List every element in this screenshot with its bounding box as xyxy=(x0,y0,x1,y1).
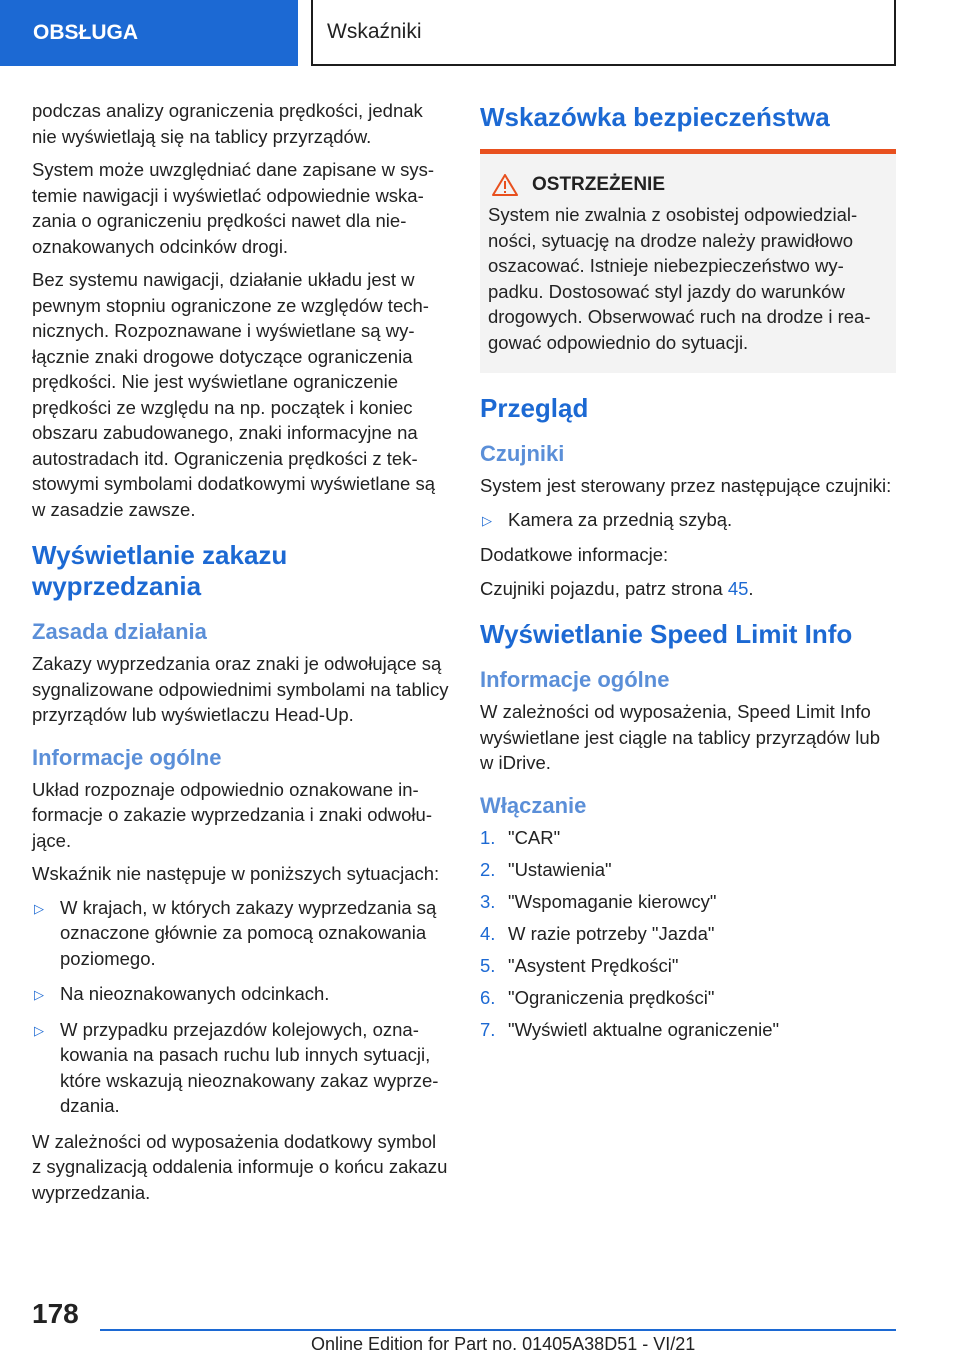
heading-speed-limit-info: Wyświetlanie Speed Limit Info xyxy=(480,619,853,649)
list-item xyxy=(32,981,450,1007)
step-number: 5. xyxy=(480,954,496,976)
paragraph: Wskaźnik nie następuje w poniższych sytuacjach: xyxy=(32,863,440,884)
reference-suffix: . xyxy=(748,577,754,599)
reference-text: Czujniki pojazdu, patrz strona xyxy=(480,577,728,599)
step-number: 3. xyxy=(480,890,496,912)
chapter-title: Wskaźniki xyxy=(311,0,896,66)
heading-general-info-2: Informacje ogólne xyxy=(480,667,670,692)
paragraph: podczas analizy ograniczenia prędkości, jednak nie wyświetlają się na tablicy przyrządów. xyxy=(32,100,423,147)
step-text: "CAR" xyxy=(508,826,561,848)
list-item xyxy=(480,507,896,533)
section-tab[interactable]: OBSŁUGA xyxy=(0,0,298,66)
paragraph-reference xyxy=(480,576,896,602)
step-number: 7. xyxy=(480,1018,496,1040)
step-number: 6. xyxy=(480,986,496,1008)
left-column xyxy=(32,98,450,1213)
step-number: 1. xyxy=(480,826,496,848)
heading-principle: Zasada działania xyxy=(32,619,207,644)
step-text: "Wyświetl aktualne ograniczenie" xyxy=(508,1018,780,1040)
page-header xyxy=(0,0,960,66)
heading-general-info: Informacje ogólne xyxy=(32,744,222,770)
warning-text: System nie zwalnia z osobistej odpowiedzialności, sytuację na drodze należy prawidłowo oszacować. Istnieje niebezpieczeństwo wypadku. Dostosować styl jazdy do warunków drogowych. Obserwować ruch na drodze i reagować odpowiednio do sytuacji. xyxy=(488,204,871,353)
triangle-right-icon: ▷ xyxy=(34,987,44,1002)
step-number: 4. xyxy=(480,922,496,944)
step-item xyxy=(480,985,896,1011)
step-item xyxy=(480,921,896,947)
warning-triangle-icon xyxy=(492,174,518,196)
warning-header xyxy=(488,174,888,196)
paragraph: Dodatkowe informacje: xyxy=(480,544,669,565)
triangle-right-icon: ▷ xyxy=(482,512,492,528)
page-number: 178 xyxy=(32,1298,79,1329)
paragraph: W zależności od wyposażenia dodatkowy symbol z sygnalizacją oddalenia informuje o końcu zakazu wyprzedzania. xyxy=(32,1130,448,1203)
step-item xyxy=(480,953,896,979)
heading-switch-on: Włączanie xyxy=(480,792,587,818)
sensor-list xyxy=(480,507,896,533)
heading-sensors: Czujniki xyxy=(480,441,565,466)
triangle-right-icon: ▷ xyxy=(34,900,44,916)
paragraph: Zakazy wyprzedzania oraz znaki je odwołujące są sygnalizowane odpowiednimi symbolami na tablicy przyrządów lub wyświetlaczu Head-Up. xyxy=(32,653,449,725)
paragraph: System jest sterowany przez następujące czujniki: xyxy=(480,475,892,496)
step-item xyxy=(480,857,896,883)
warning-box xyxy=(480,154,896,373)
step-text: "Wspomaganie kierowcy" xyxy=(508,890,717,912)
paragraph: Układ rozpoznaje odpowiednio oznakowane informacje o zakazie wyprzedzania i znaki odwołujące. xyxy=(32,778,433,851)
heading-overtaking-display: Wyświetlanie zakazu wyprzedzania xyxy=(32,540,288,601)
list-item-text: W krajach, w których zakazy wyprzedzania są oznaczone głównie za pomocą oznakowania poziomego. xyxy=(60,896,437,969)
step-number: 2. xyxy=(480,858,496,880)
footer-rule xyxy=(100,1329,896,1331)
list-item xyxy=(32,1017,450,1119)
exception-list xyxy=(32,895,450,1119)
step-item xyxy=(480,889,896,915)
edition-info: Online Edition for Part no. 01405A38D51 - VI/21 xyxy=(311,1334,696,1354)
step-item xyxy=(480,825,896,851)
step-text: "Ustawienia" xyxy=(508,858,612,880)
paragraph: System może uwzględniać dane zapisane w systemie nawigacji i wyświetlać odpowiednie wskazania o ograniczeniu prędkości nawet dla nieoznakowanych odcinków drogi. xyxy=(32,159,435,257)
list-item-text: Kamera za przednią szybą. xyxy=(508,508,733,530)
step-text: W razie potrzeby "Jazda" xyxy=(508,922,715,944)
list-item-text: Na nieoznakowanych odcinkach. xyxy=(60,983,330,1004)
page-link[interactable]: 45 xyxy=(727,577,749,599)
paragraph: Bez systemu nawigacji, działanie układu jest w pewnym stopniu ograniczone ze względów technicznych. Rozpoznawane i wyświetlane są wyłącznie znaki drogowe dotyczące ograniczenia prędkości. Nie jest wyświetlane ograniczenie prędkości ze względu na np. początek i koniec obszaru zabudowanego, znaki informacyjne na autostradach itd. Ograniczenia prędkości z tekstowymi symbolami dodatkowymi wyświetlane są w zasadzie zawsze. xyxy=(32,269,436,520)
step-item xyxy=(480,1017,896,1043)
heading-overview: Przegląd xyxy=(480,393,589,423)
right-column xyxy=(480,98,896,1049)
step-text: "Asystent Prędkości" xyxy=(508,954,679,976)
warning-title: OSTRZEŻENIE xyxy=(532,174,666,195)
list-item-text: W przypadku przejazdów kolejowych, oznakowania na pasach ruchu lub innych sytuacji, które wskazują nieoznakowany zakaz wyprzedzania. xyxy=(60,1018,439,1116)
paragraph: W zależności od wyposażenia, Speed Limit Info wyświetlane jest ciągle na tablicy przyrządów lub w iDrive. xyxy=(480,701,880,773)
heading-safety: Wskazówka bezpieczeństwa xyxy=(480,102,830,132)
steps-list xyxy=(480,825,896,1043)
triangle-right-icon: ▷ xyxy=(34,1022,44,1038)
step-text: "Ograniczenia prędkości" xyxy=(508,986,715,1008)
list-item xyxy=(32,895,450,972)
